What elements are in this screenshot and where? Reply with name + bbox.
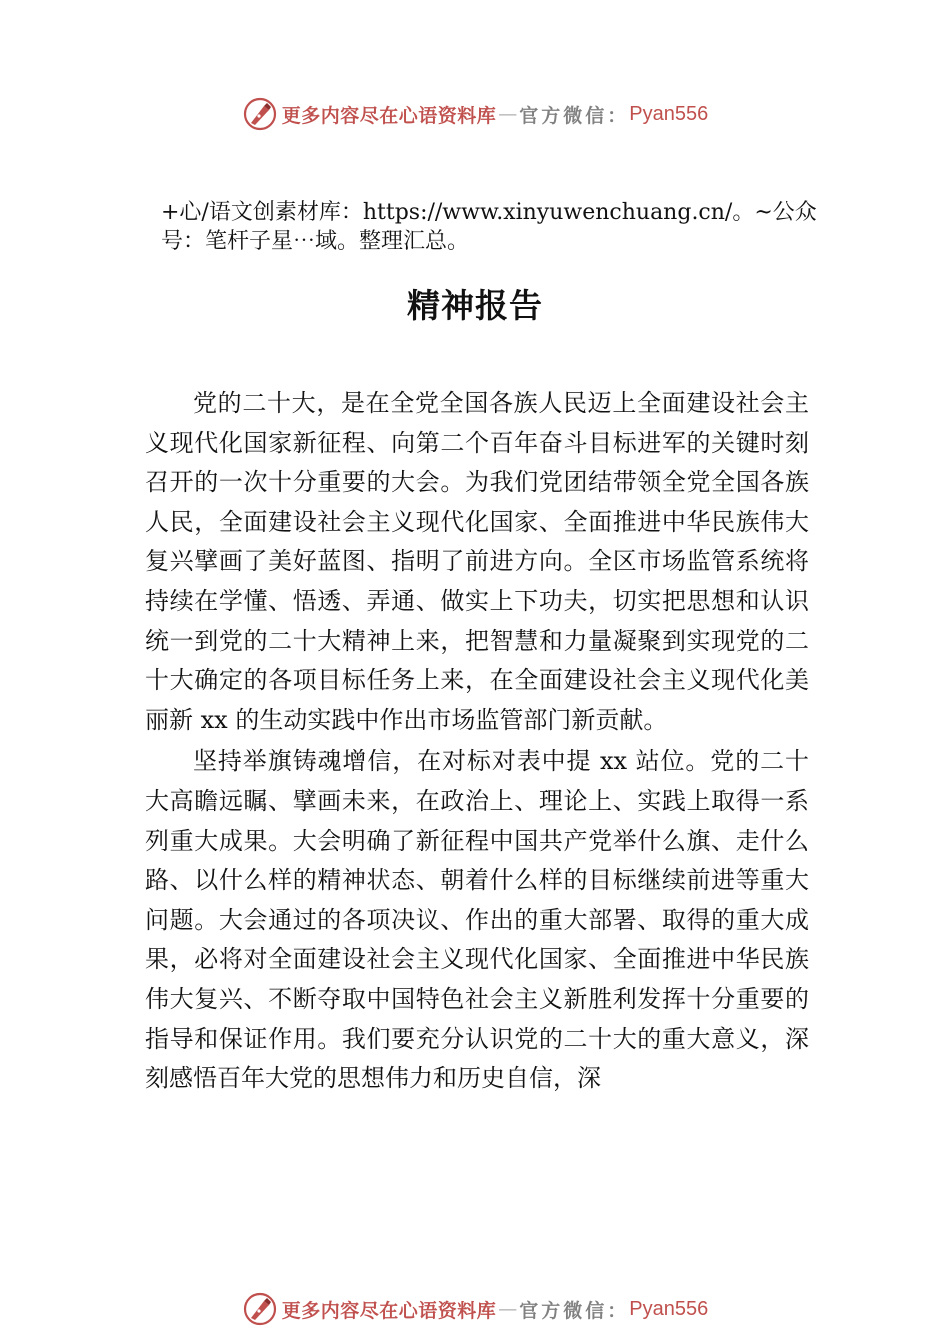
pen-nib-logo-icon: [242, 1291, 278, 1327]
pen-nib-logo-icon: [242, 96, 278, 132]
banner-brand-text: 更多内容尽在心语资料库: [281, 1299, 497, 1322]
header-banner: [0, 94, 950, 134]
banner-brand-text: 更多内容尽在心语资料库: [281, 104, 497, 127]
banner-wechat-label: 官方微信：: [519, 1299, 630, 1322]
banner-wechat-id: Pyan556: [629, 102, 709, 125]
document-title: 精神报告: [407, 286, 543, 325]
banner-separator: —: [498, 1298, 518, 1320]
body-paragraph-1: 党的二十大，是在全党全国各族人民迈上全面建设社会主义现代化国家新征程、向第二个百年奋斗目标进军的关键时刻召开的一次十分重要的大会。为我们党团结带领全党全国各族人民，全面建设社会主义现代化国家、全面推进中华民族伟大复兴擘画了美好蓝图、指明了前进方向。全区市场监管系统将持续在学懂、悟透、弄通、做实上下功夫，切实把思想和认识统一到党的二十大精神上来，把智慧和力量凝聚到实现党的二十大确定的各项目标任务上来，在全面建设社会主义现代化美丽新 xx 的生动实践中作出市场监管部门新贡献。: [145, 389, 809, 734]
body-paragraph-2: 坚持举旗铸魂增信，在对标对表中提 xx 站位。党的二十大高瞻远瞩、擘画未来，在政治上、理论上、实践上取得一系列重大成果。大会明确了新征程中国共产党举什么旗、走什么路、以什么样的精神状态、朝着什么样的目标继续前进等重大问题。大会通过的各项决议、作出的重大部署、取得的重大成果，必将对全面建设社会主义现代化国家、全面推进中华民族伟大复兴、不断夺取中国特色社会主义新胜利发挥十分重要的指导和保证作用。我们要充分认识党的二十大的重大意义，深刻感悟百年大党的思想伟力和历史自信，深: [145, 747, 809, 1093]
source-note: +心/语文创素材库：https://www.xinyuwenchuang.cn/。~公众号：笔杆子星⋯域。整理汇总。: [161, 200, 817, 254]
footer-banner: [0, 1289, 950, 1329]
banner-separator: —: [498, 103, 518, 125]
banner-wechat-id: Pyan556: [629, 1297, 709, 1320]
document-body: [145, 384, 809, 1099]
banner-wechat-label: 官方微信：: [519, 104, 630, 127]
